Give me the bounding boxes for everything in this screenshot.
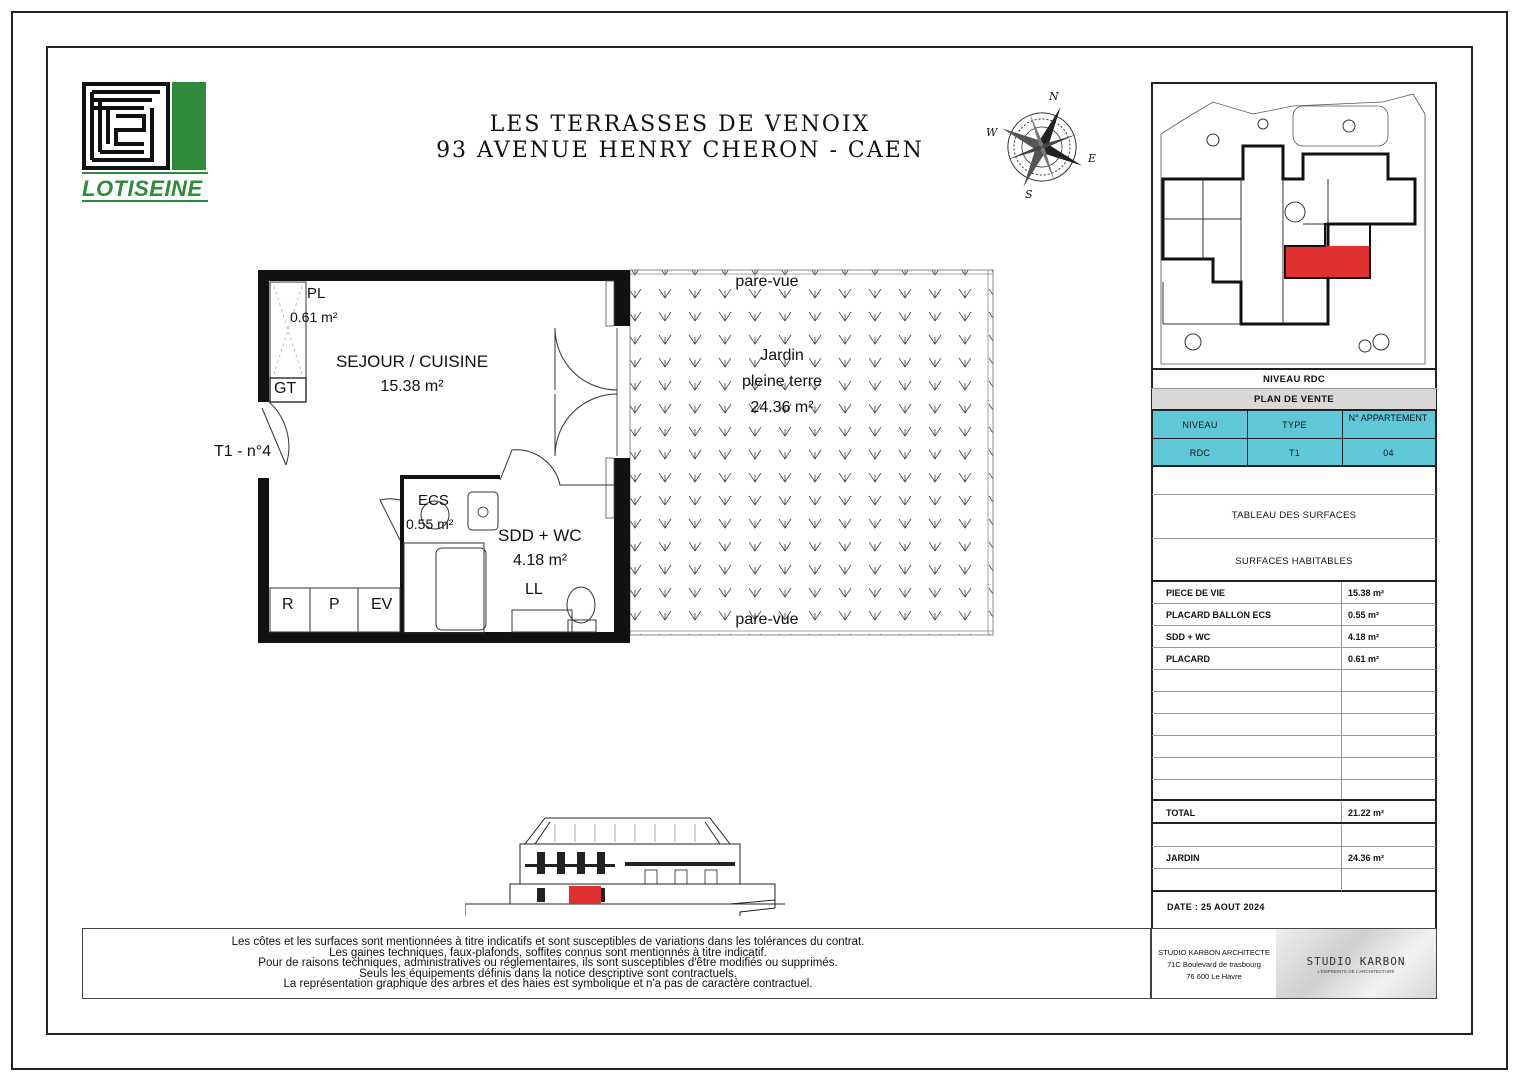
studio-karbon-logo [1276,929,1436,998]
row-value: 0.55 m² [1348,610,1380,620]
value-niveau: RDC [1189,448,1211,458]
disclaimer-line: Pour de raisons techniques, administratives ou réglementaires, ils sont susceptibles d'être modifiés ou supprimés. [258,957,838,969]
total-value: 21.22 m² [1348,808,1385,818]
row-label: PLACARD BALLON ECS [1166,610,1271,620]
pl-label: PL [307,285,326,302]
empty-row [1152,780,1436,801]
sejour-area: 15.38 m² [380,378,444,395]
value-type: T1 [1288,448,1301,458]
surface-row [1152,582,1436,604]
row-value: 0.61 m² [1348,654,1380,664]
surface-row [1152,626,1436,648]
ecs-area: 0.55 m² [406,516,454,532]
disclaimer-line: Seuls les équipements définis dans la notice descriptive sont contractuels. [359,967,737,980]
empty-row [1152,869,1436,891]
empty-row [1152,758,1436,780]
garden-title: Jardin [760,347,804,364]
pare-vue-bottom: pare-vue [735,611,799,628]
compass-rose-icon [985,90,1100,205]
sdd-area: 4.18 m² [513,552,568,569]
studio-tagline: L'EMPREINTE DE L'ARCHITECTURE [1317,969,1395,974]
row-value: 15.38 m² [1348,588,1385,598]
jardin-label: JARDIN [1166,853,1200,863]
date-label: DATE : 25 AOUT 2024 [1167,902,1265,912]
total-label: TOTAL [1166,808,1196,818]
plan-de-vente-title: PLAN DE VENTE [1254,394,1334,405]
architect-address-1: 71C Boulevard de trasbourg [1167,960,1261,969]
header-type: TYPE [1282,420,1307,430]
jardin-value: 24.36 m² [1348,853,1385,863]
niveau-row [1151,370,1437,389]
compass-e-label: E [1088,152,1097,165]
unit-label: T1 - n°4 [214,443,272,460]
surface-row [1152,648,1436,670]
architect-box [1151,928,1437,999]
disclaimer-box [82,928,1151,999]
building-elevation [465,812,795,922]
habitables-title: SURFACES HABITABLES [1235,556,1353,567]
empty-row [1152,670,1436,692]
title-line-1: LES TERRASSES DE VENOIX [489,112,871,137]
compass-w-label: W [986,126,998,139]
jardin-row [1152,847,1436,869]
row-label: PIECE DE VIE [1166,588,1226,598]
garden-area: 24.36 m² [750,399,814,416]
lotiseine-logo [82,82,208,202]
pl-area: 0.61 m² [290,309,338,325]
header-niveau: NIVEAU [1182,420,1218,430]
site-plan-box [1151,82,1437,370]
empty-row [1152,692,1436,714]
surface-row [1152,604,1436,626]
empty-row [1152,825,1436,847]
niveau-title: NIVEAU RDC [1262,374,1326,385]
gt-label: GT [274,380,297,397]
plan-de-vente-row [1152,389,1436,409]
total-row [1152,802,1436,824]
floor-plan [200,260,1000,650]
disclaimer-text [83,937,1013,990]
logo-text: LOTISEINE [82,176,203,201]
project-title [400,112,960,164]
disclaimer-line: Les côtes et les surfaces sont mentionnées à titre indicatifs et sont susceptibles de variations dans les tolérances du contrat. [231,936,865,948]
sdd-label: SDD + WC [498,526,582,545]
ll-label: LL [525,581,543,598]
p-label: P [329,596,340,613]
disclaimer-line: La représentation graphique des arbres et des haies est symbolique et n'a pas de caractère contractuel. [283,978,813,990]
garden-subtitle: pleine terre [741,373,823,390]
row-label: SDD + WC [1166,632,1211,642]
pare-vue-top: pare-vue [735,273,799,290]
row-value: 4.18 m² [1348,632,1380,642]
r-label: R [282,596,294,613]
architect-name: STUDIO KARBON ARCHITECTE [1158,948,1270,957]
disclaimer-line: Les gaines techniques, faux-plafonds, soffites connus sont mentionnés à titre indicatif. [329,946,767,959]
value-appartement: 04 [1383,448,1394,458]
title-line-2: 93 AVENUE HENRY CHERON - CAEN [436,138,924,163]
tableau-title: TABLEAU DES SURFACES [1231,510,1357,521]
info-table [1151,409,1437,467]
studio-logo-text: STUDIO KARBON [1306,955,1406,968]
architect-address-2: 76 600 Le Havre [1186,972,1242,981]
ecs-label: ECS [418,492,449,509]
empty-row [1152,714,1436,736]
ev-label: EV [371,596,393,613]
compass-n-label: N [1049,90,1059,103]
sejour-label: SEJOUR / CUISINE [335,352,489,371]
date-box [1151,890,1437,928]
header-appartement: N° APPARTEMENT [1348,413,1428,423]
row-label: PLACARD [1166,654,1210,664]
compass-s-label: S [1025,188,1033,201]
empty-row [1152,736,1436,758]
